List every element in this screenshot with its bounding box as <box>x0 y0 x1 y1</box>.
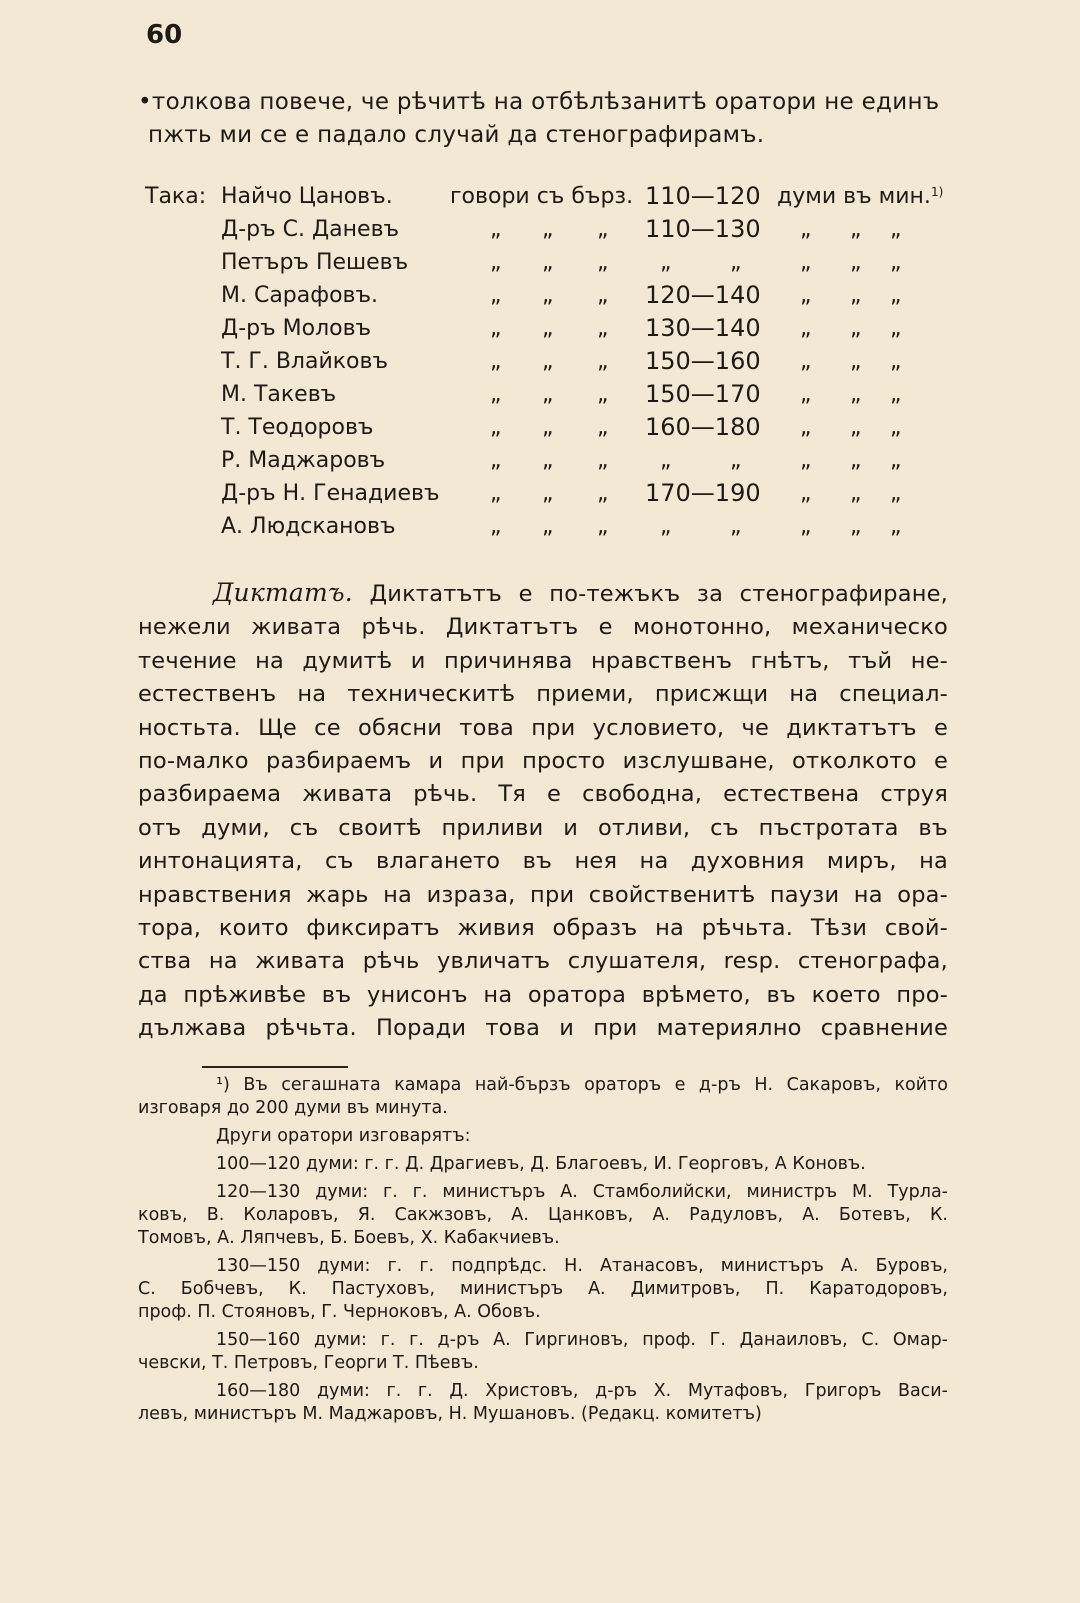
paragraph-line: ностьта. Ще се обясни това при условието, че диктатътъ е <box>138 714 948 741</box>
ditto-mark: „ <box>542 514 554 539</box>
footnote-line: Томовъ, А. Ляпчевъ, Б. Боевъ, Х. Кабакчиевъ. <box>138 1228 560 1248</box>
ditto-mark: „ <box>800 250 812 275</box>
footnote-line: ковъ, В. Коларовъ, Я. Сакжзовъ, А. Цанковъ, А. Радуловъ, А. Ботевъ, К. <box>138 1205 948 1225</box>
ditto-mark: „ <box>490 514 502 539</box>
footnote-line: левъ, министъръ М. Маджаровъ, Н. Мушановъ. (Редакц. комитетъ) <box>138 1404 762 1424</box>
ditto-mark: „ <box>890 250 902 275</box>
table-row <box>145 213 965 246</box>
table-row <box>145 279 965 312</box>
ditto-mark: „ <box>890 217 902 242</box>
table-row <box>145 312 965 345</box>
ditto-mark: „ <box>800 481 812 506</box>
ditto-mark: „ <box>490 316 502 341</box>
section-lead-word: Диктатъ. <box>213 578 353 607</box>
page-number: 60 <box>146 20 183 50</box>
ditto-mark: „ <box>850 316 862 341</box>
ditto-mark: „ <box>542 349 554 374</box>
ditto-mark: „ <box>890 316 902 341</box>
footnote-entry <box>138 1153 948 1176</box>
ditto-mark: „ <box>800 448 812 473</box>
word-range: 160—180 <box>645 413 761 441</box>
ditto-mark: „ <box>890 382 902 407</box>
speaker-name: Д-ръ Моловъ <box>221 316 372 341</box>
ditto-mark: „ <box>542 448 554 473</box>
ditto-mark: „ <box>660 250 672 275</box>
word-range: 130—140 <box>645 314 761 342</box>
ditto-mark: „ <box>597 250 609 275</box>
speaker-name: Т. Теодоровъ <box>221 415 374 440</box>
ditto-mark: „ <box>597 349 609 374</box>
table-row <box>145 510 965 543</box>
ditto-mark: „ <box>800 514 812 539</box>
ditto-mark: „ <box>542 415 554 440</box>
word-range: 150—170 <box>645 380 761 408</box>
ditto-mark: „ <box>490 349 502 374</box>
ditto-mark: „ <box>542 382 554 407</box>
ditto-mark: „ <box>850 382 862 407</box>
ditto-mark: „ <box>490 283 502 308</box>
footnote-entry <box>138 1380 948 1426</box>
ditto-mark: „ <box>800 217 812 242</box>
header-words-label: думи въ мин. <box>777 184 931 209</box>
ditto-mark: „ <box>800 283 812 308</box>
speaker-name: Найчо Цановъ. <box>221 184 393 209</box>
paragraph-line: нравствения жарь на израза, при свойственитѣ паузи на ора- <box>138 881 948 908</box>
word-range: 150—160 <box>645 347 761 375</box>
speaker-name: Р. Маджаровъ <box>221 448 386 473</box>
ditto-mark: „ <box>597 316 609 341</box>
footnote-line: ¹) Въ сегашната камара най-бързъ ораторъ е д-ръ Н. Сакаровъ, който <box>216 1075 948 1095</box>
ditto-mark: „ <box>850 448 862 473</box>
ditto-mark: „ <box>542 316 554 341</box>
paragraph-line: естественъ на техническитѣ приеми, присжщи на специал- <box>138 681 948 708</box>
footnote-line: чевски, Т. Петровъ, Георги Т. Пѣевъ. <box>138 1353 479 1373</box>
paragraph-line: разбираема живата рѣчь. Тя е свободна, естествена струя <box>138 781 948 808</box>
intro-text <box>138 86 958 152</box>
ditto-mark: „ <box>800 415 812 440</box>
footnote-line: 160—180 думи: г. г. Д. Христовъ, д-ръ Х. Мутафовъ, Григоръ Васи- <box>216 1381 948 1401</box>
speaker-name: Д-ръ Н. Генадиевъ <box>221 481 440 506</box>
table-lead-label: Така: <box>145 184 207 209</box>
paragraph-line <box>138 576 948 611</box>
intro-line: пжть ми се е падало случай да стенографирамъ. <box>148 122 765 148</box>
paragraph-line: тора, които фиксиратъ живия образъ на рѣчьта. Тѣзи свой- <box>138 915 948 942</box>
ditto-mark: „ <box>597 448 609 473</box>
ditto-mark: „ <box>890 349 902 374</box>
paragraph-line: по-малко разбираемъ и при просто изслушване, отколкото е <box>138 748 948 775</box>
table-row <box>145 345 965 378</box>
ditto-mark: „ <box>597 283 609 308</box>
word-range: 110—120 <box>645 182 761 210</box>
speaker-name: А. Людскановъ <box>221 514 396 539</box>
table-row <box>145 444 965 477</box>
intro-line: •толкова повече, че рѣчитѣ на отбѣлѣзанитѣ оратори не единъ <box>138 89 940 115</box>
ditto-mark: „ <box>490 415 502 440</box>
ditto-mark: „ <box>850 481 862 506</box>
table-row <box>145 180 965 213</box>
footnote-line: изговаря до 200 думи въ минута. <box>138 1098 448 1118</box>
paragraph-line: отъ думи, съ своитѣ приливи и отливи, съ пъстротата въ <box>138 814 948 841</box>
ditto-mark: „ <box>660 448 672 473</box>
table-row <box>145 246 965 279</box>
ditto-mark: „ <box>490 250 502 275</box>
ditto-mark: „ <box>730 250 742 275</box>
speaker-name: Т. Г. Влайковъ <box>221 349 389 374</box>
footnote-entry <box>138 1255 948 1324</box>
ditto-mark: „ <box>890 415 902 440</box>
ditto-mark: „ <box>850 349 862 374</box>
ditto-mark: „ <box>890 514 902 539</box>
footnote-line: С. Бобчевъ, К. Пастуховъ, министъръ А. Димитровъ, П. Каратодоровъ, <box>138 1279 948 1299</box>
paragraph-line: дължава рѣчьта. Поради това и при материялно сравнение <box>138 1015 948 1042</box>
footnote-line: 120—130 думи: г. г. министъръ А. Стамболийски, министръ М. Турла- <box>216 1182 948 1202</box>
ditto-mark: „ <box>597 382 609 407</box>
footnotes <box>138 1074 948 1431</box>
ditto-mark: „ <box>597 415 609 440</box>
ditto-mark: „ <box>850 514 862 539</box>
footnote-mark: 1) <box>931 185 944 199</box>
ditto-mark: „ <box>890 283 902 308</box>
ditto-mark: „ <box>730 448 742 473</box>
ditto-mark: „ <box>490 481 502 506</box>
ditto-mark: „ <box>597 217 609 242</box>
ditto-mark: „ <box>597 481 609 506</box>
paragraph-line: ства на живата рѣчь увличатъ слушателя, resp. стенографа, <box>138 948 948 975</box>
ditto-mark: „ <box>597 514 609 539</box>
ditto-mark: „ <box>800 382 812 407</box>
ditto-mark: „ <box>730 514 742 539</box>
ditto-mark: „ <box>850 217 862 242</box>
word-range: 170—190 <box>645 479 761 507</box>
ditto-mark: „ <box>850 415 862 440</box>
paragraph-line: течение на думитѣ и причинява нравственъ гнѣтъ, тъй не- <box>138 647 948 674</box>
footnote-divider <box>202 1066 348 1068</box>
speaker-name: Д-ръ С. Даневъ <box>221 217 400 242</box>
footnote-line: 130—150 думи: г. г. подпрѣдс. Н. Атанасовъ, министъръ А. Буровъ, <box>216 1256 948 1276</box>
footnote-line: 100—120 думи: г. г. Д. Драгиевъ, Д. Благоевъ, И. Георговъ, А Коновъ. <box>216 1154 866 1174</box>
paragraph-line: интонацията, съ влагането въ нея на духовния миръ, на <box>138 848 948 875</box>
footnote-line: проф. П. Стояновъ, Г. Черноковъ, А. Обовъ. <box>138 1302 541 1322</box>
paragraph-line: да прѣживѣе въ унисонъ на оратора врѣмето, въ което про- <box>138 981 948 1008</box>
speaker-name: Петъръ Пешевъ <box>221 250 409 275</box>
speaker-name: М. Такевъ <box>221 382 337 407</box>
ditto-mark: „ <box>490 217 502 242</box>
table-row <box>145 477 965 510</box>
ditto-mark: „ <box>490 448 502 473</box>
table-row <box>145 411 965 444</box>
ditto-mark: „ <box>542 217 554 242</box>
ditto-mark: „ <box>542 481 554 506</box>
ditto-mark: „ <box>542 283 554 308</box>
paragraph-line: нежели живата рѣчь. Диктатътъ е монотонно, механическо <box>138 614 948 641</box>
ditto-mark: „ <box>542 250 554 275</box>
ditto-mark: „ <box>890 481 902 506</box>
footnote-line: Други оратори изговарятъ: <box>216 1126 471 1146</box>
ditto-mark: „ <box>660 514 672 539</box>
word-range: 110—130 <box>645 215 761 243</box>
paragraph-line-text: Диктатътъ е по-тежъкъ за стенографиране, <box>369 581 948 607</box>
ditto-mark: „ <box>800 316 812 341</box>
footnote-entry <box>138 1329 948 1375</box>
word-range: 120—140 <box>645 281 761 309</box>
ditto-mark: „ <box>850 250 862 275</box>
header-speed-label: говори съ бърз. <box>450 184 634 209</box>
dictation-paragraph <box>138 576 948 1046</box>
ditto-mark: „ <box>890 448 902 473</box>
footnote-entry <box>138 1181 948 1250</box>
footnote-line: 150—160 думи: г. г. д-ръ А. Гиргиновъ, проф. Г. Данаиловъ, С. Омар- <box>216 1330 948 1350</box>
footnote-entry <box>138 1125 948 1148</box>
ditto-mark: „ <box>850 283 862 308</box>
speaker-name: М. Сарафовъ. <box>221 283 379 308</box>
table-row <box>145 378 965 411</box>
ditto-mark: „ <box>800 349 812 374</box>
footnote-entry <box>138 1074 948 1120</box>
ditto-mark: „ <box>490 382 502 407</box>
